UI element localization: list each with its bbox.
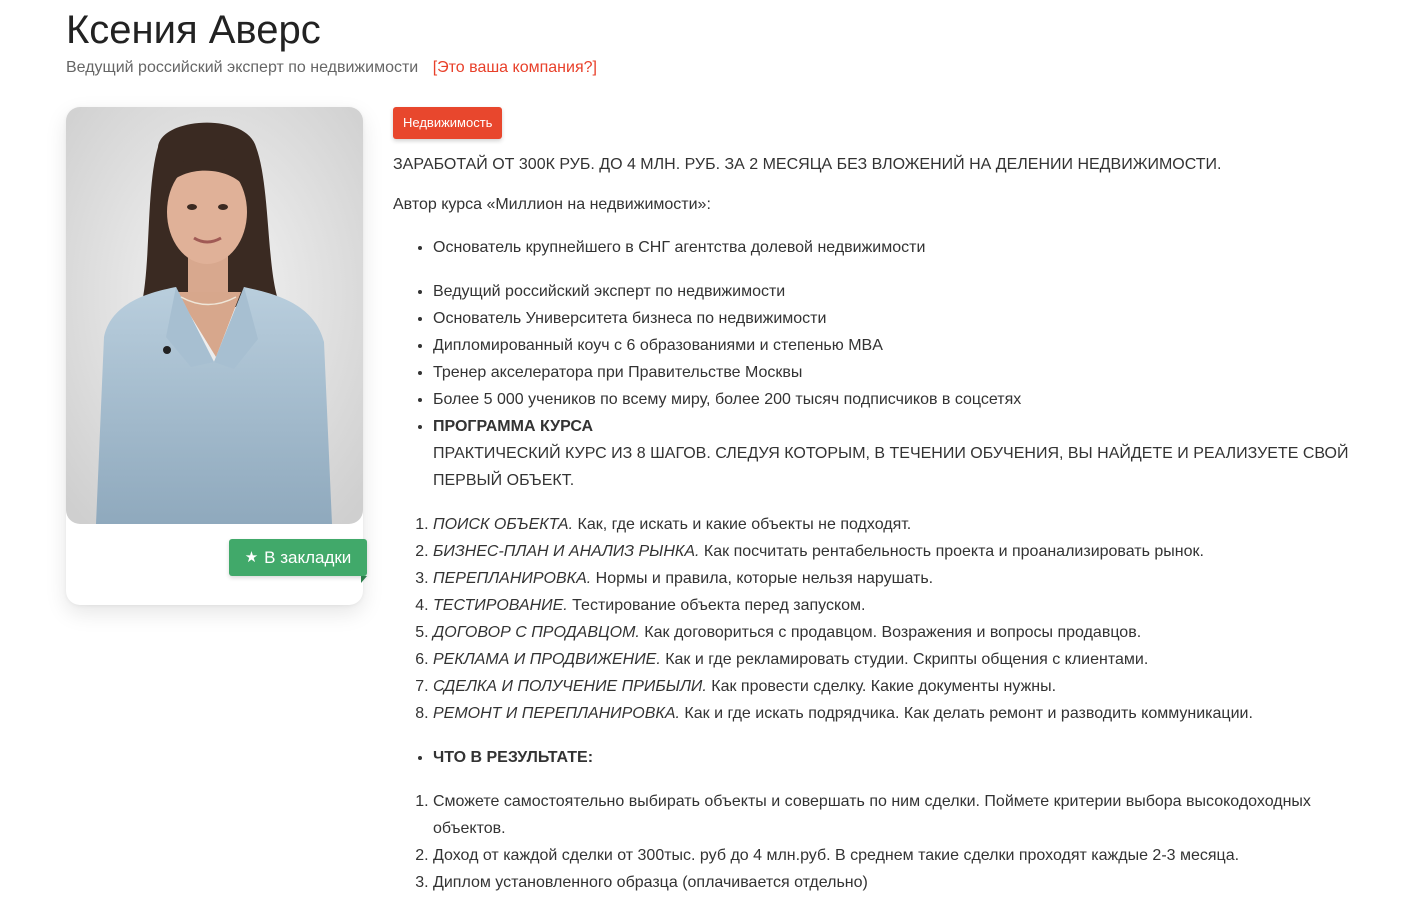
bookmark-button[interactable]	[229, 539, 367, 576]
step-text: Нормы и правила, которые нельзя нарушать.	[591, 570, 934, 587]
program-step	[433, 619, 1353, 646]
results-list	[393, 788, 1353, 896]
step-text: Как посчитать рентабельность проекта и проанализировать рынок.	[699, 543, 1204, 560]
step-title: БИЗНЕС-ПЛАН И АНАЛИЗ РЫНКА.	[433, 543, 700, 560]
program-step	[433, 511, 1353, 538]
founder-list	[393, 234, 1353, 261]
results-heading: • ЧТО В РЕЗУЛЬТАТЕ:	[433, 744, 1353, 771]
program-steps-list	[393, 511, 1353, 727]
step-title: ПЕРЕПЛАНИРОВКА.	[433, 570, 592, 587]
program-step	[433, 673, 1353, 700]
page-title: Ксения Аверс	[66, 8, 321, 52]
result-item: 2. Доход от каждой сделки от 300тыс. руб до 4 млн.руб. В среднем такие сделки проходят каждые 2-3 месяца.	[433, 842, 1353, 869]
credentials-list	[393, 278, 1353, 494]
list-item: • Тренер акселератора при Правительстве Москвы	[433, 359, 1353, 386]
step-title: ТЕСТИРОВАНИЕ.	[433, 597, 568, 614]
result-item: 3. Диплом установленного образца (оплачивается отдельно)	[433, 869, 1353, 896]
step-title: РЕКЛАМА И ПРОДВИЖЕНИЕ.	[433, 651, 661, 668]
lead-text: ЗАРАБОТАЙ ОТ 300К РУБ. ДО 4 МЛН. РУБ. ЗА 2 МЕСЯЦА БЕЗ ВЛОЖЕНИЙ НА ДЕЛЕНИИ НЕДВИЖИМОСТИ.	[393, 156, 1222, 173]
result-item: 1. Сможете самостоятельно выбирать объекты и совершать по ним сделки. Поймете критерии выбора высокодоходных объектов.	[433, 788, 1353, 842]
program-step	[433, 538, 1353, 565]
profile-photo	[66, 107, 363, 524]
program-step	[433, 646, 1353, 673]
program-item	[433, 413, 1353, 494]
bookmark-ribbon-fold	[361, 576, 367, 583]
list-item: • Основатель Университета бизнеса по недвижимости	[433, 305, 1353, 332]
results-heading-list	[393, 744, 1353, 771]
subtitle-text: Ведущий российский эксперт по недвижимости	[66, 59, 419, 76]
program-step	[433, 700, 1353, 727]
step-title: РЕМОНТ И ПЕРЕПЛАНИРОВКА.	[433, 705, 680, 722]
step-text: Как провести сделку. Какие документы нужны.	[706, 678, 1057, 695]
step-text: Тестирование объекта перед запуском.	[567, 597, 866, 614]
category-badge[interactable]: Недвижимость	[393, 107, 502, 139]
step-text: Как и где искать подрядчика. Как делать ремонт и разводить коммуникации.	[679, 705, 1253, 722]
step-title: СДЕЛКА И ПОЛУЧЕНИЕ ПРИБЫЛИ.	[433, 678, 707, 695]
step-text: Как, где искать и какие объекты не подходят.	[573, 516, 912, 533]
program-step	[433, 592, 1353, 619]
program-step	[433, 565, 1353, 592]
step-text: Как договориться с продавцом. Возражения и вопросы продавцов.	[639, 624, 1142, 641]
program-heading: ПРОГРАММА КУРСА	[433, 418, 594, 435]
list-item: • Дипломированный коуч с 6 образованиями и степенью MBA	[433, 332, 1353, 359]
list-item: • Основатель крупнейшего в СНГ агентства долевой недвижимости	[433, 234, 1353, 261]
program-text: ПРАКТИЧЕСКИЙ КУРС ИЗ 8 ШАГОВ. СЛЕДУЯ КОТОРЫМ, В ТЕЧЕНИИ ОБУЧЕНИЯ, ВЫ НАЙДЕТЕ И РЕАЛИЗУЕТЕ СВОЙ ПЕРВЫЙ ОБЪЕКТ.	[433, 445, 1349, 489]
claim-company-link[interactable]: [Это ваша компания?]	[432, 59, 597, 76]
author-line: Автор курса «Миллион на недвижимости»:	[393, 196, 711, 213]
page-subtitle	[66, 58, 597, 78]
bookmark-label: В закладки	[264, 547, 352, 567]
step-text: Как и где рекламировать студии. Скрипты общения с клиентами.	[660, 651, 1149, 668]
profile-card	[66, 107, 363, 605]
step-title: ДОГОВОР С ПРОДАВЦОМ.	[433, 624, 640, 641]
profile-description	[393, 107, 1353, 896]
list-item: • Ведущий российский эксперт по недвижимости	[433, 278, 1353, 305]
star-icon: ★	[244, 549, 259, 566]
list-item: • Более 5 000 учеников по всему миру, более 200 тысяч подписчиков в соцсетях	[433, 386, 1353, 413]
step-title: ПОИСК ОБЪЕКТА.	[433, 516, 574, 533]
